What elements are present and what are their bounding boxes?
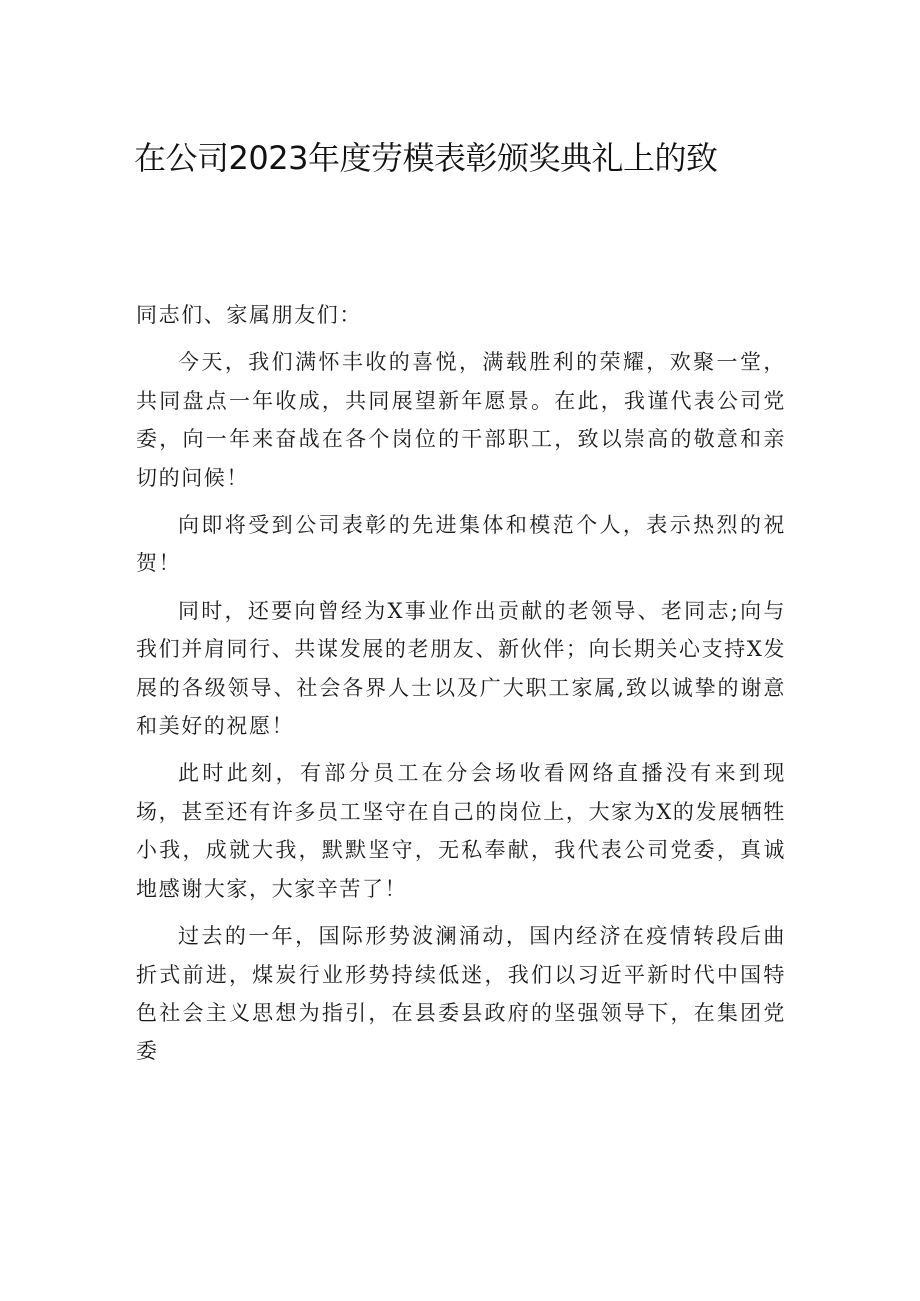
paragraph-thanks: 同时，还要向曾经为X事业作出贡献的老领导、老同志;向与我们并肩同行、共谋发展的老朋友、新伙伴；向长期关心支持X发展的各级领导、社会各界人士以及广大职工家属,致以诚挚的谢意和美好的祝愿！ [136,598,786,739]
paragraph-past-year: 过去的一年，国际形势波澜涌动，国内经济在疫情转段后曲折式前进，煤炭行业形势持续低迷，我们以习近平新时代中国特色社会主义思想为指引，在县委县政府的坚强领导下，在集团党委 [136,924,786,1064]
paragraph-greeting: 今天，我们满怀丰收的喜悦，满载胜利的荣耀，欢聚一堂，共同盘点一年收成，共同展望新年愿景。在此，我谨代表公司党委，向一年来奋战在各个岗位的干部职工，致以崇高的敬意和亲切的问候！ [136,350,786,490]
paragraph-staff-thanks: 此时此刻，有部分员工在分会场收看网络直播没有来到现场，甚至还有许多员工坚守在自己的岗位上，大家为X的发展牺牲小我，成就大我，默默坚守，无私奉献，我代表公司党委，真诚地感谢大家，大家辛苦了！ [136,761,786,901]
document-title: 在公司2023年度劳模表彰颁奖典礼上的致 [134,139,718,177]
paragraph-congratulations: 向即将受到公司表彰的先进集体和模范个人，表示热烈的祝贺！ [136,513,786,576]
document-body [136,296,786,1080]
salutation: 同志们、家属朋友们： [136,303,362,327]
